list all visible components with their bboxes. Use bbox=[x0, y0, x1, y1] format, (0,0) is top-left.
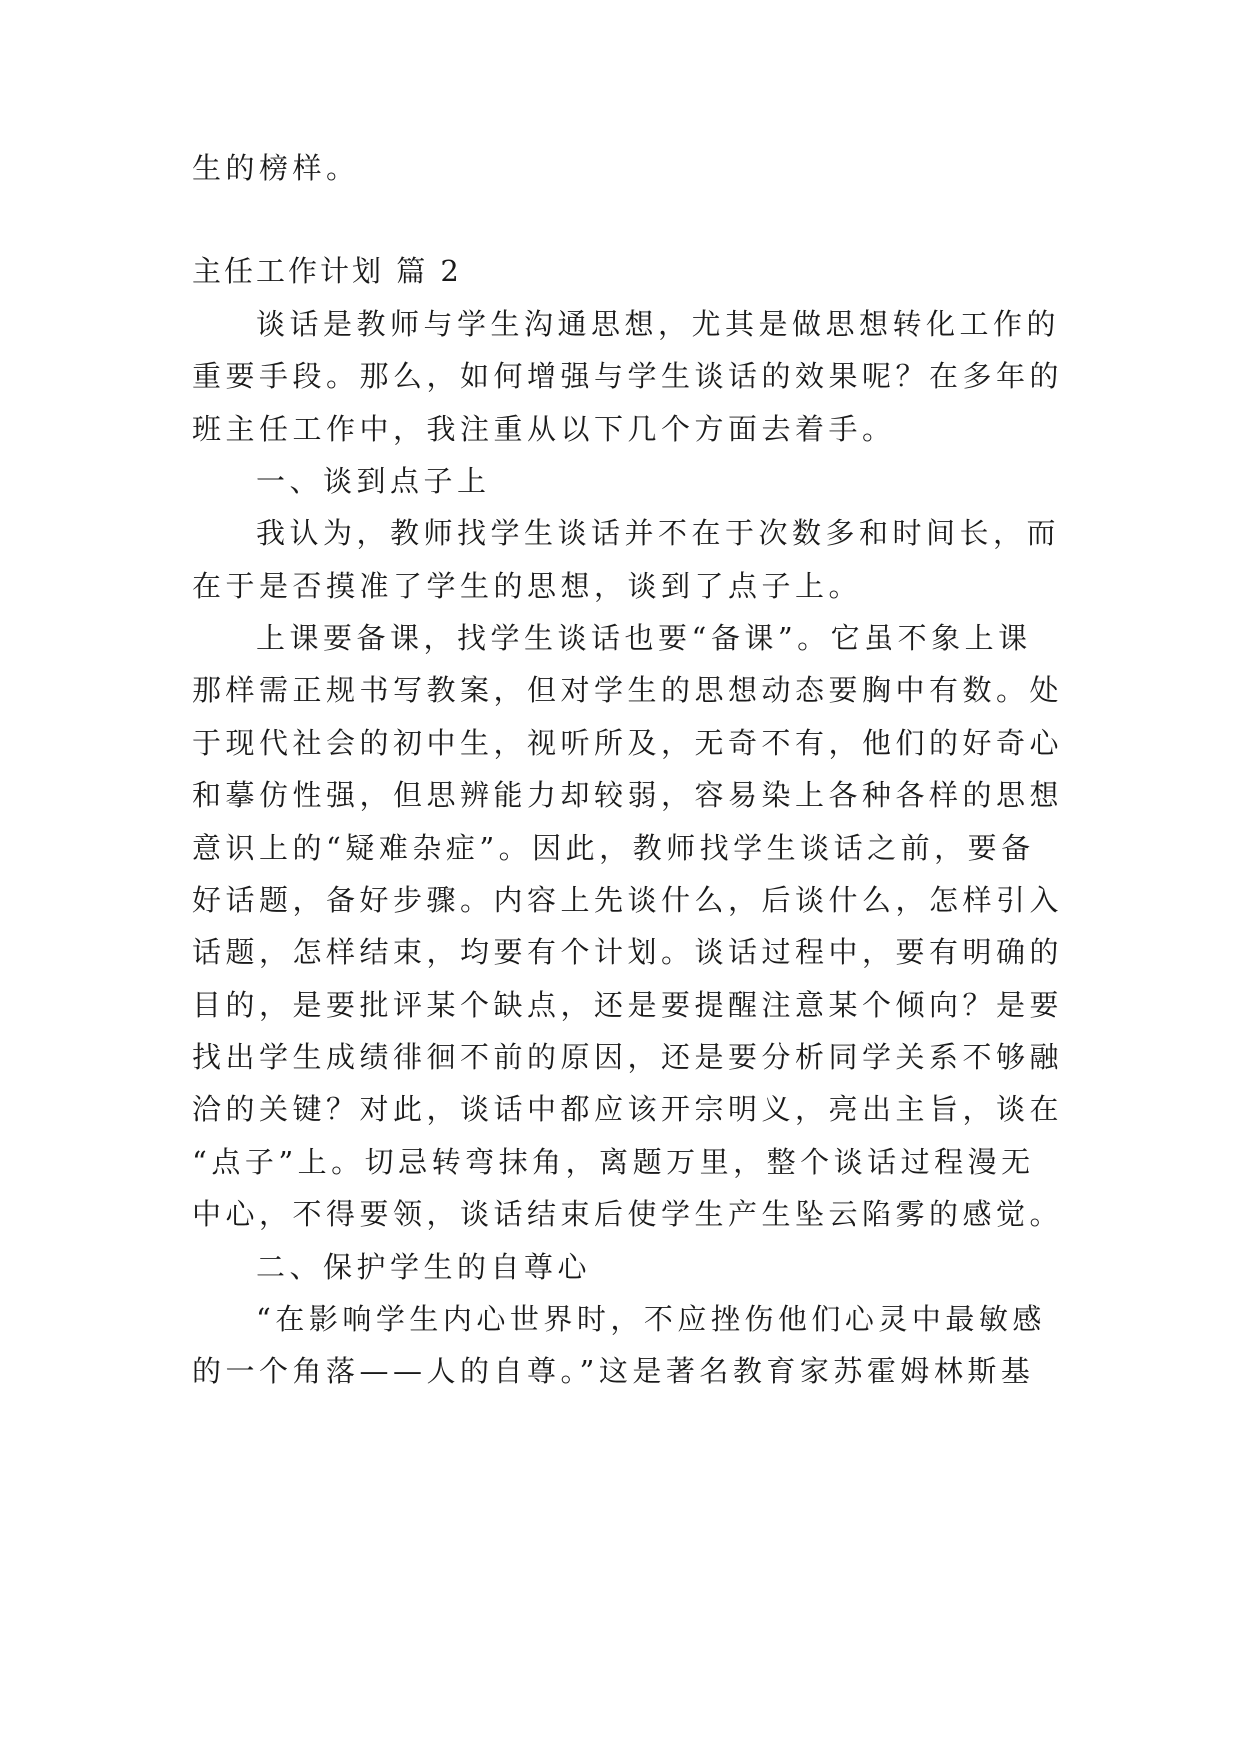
paragraph-line: “点子”上。切忌转弯抹角，离题万里，整个谈话过程漫无 bbox=[192, 1145, 1035, 1179]
paragraph-line: 在于是否摸准了学生的思想，谈到了点子上。 bbox=[192, 569, 863, 603]
paragraph-line: 的一个角落——人的自尊。”这是著名教育家苏霍姆林斯基 bbox=[192, 1354, 1035, 1388]
paragraph-line: 那样需正规书写教案，但对学生的思想动态要胸中有数。处 bbox=[192, 673, 1064, 707]
paragraph-line: 目的，是要批评某个缺点，还是要提醒注意某个倾向？是要 bbox=[192, 988, 1064, 1022]
paragraph-line: 于现代社会的初中生，视听所及，无奇不有，他们的好奇心 bbox=[192, 726, 1064, 760]
paragraph-line: 我认为，教师找学生谈话并不在于次数多和时间长，而 bbox=[256, 516, 1061, 550]
paragraph-line: 洽的关键？对此，谈话中都应该开宗明义，亮出主旨，谈在 bbox=[192, 1092, 1064, 1126]
paragraph-line: 话题，怎样结束，均要有个计划。谈话过程中，要有明确的 bbox=[192, 935, 1064, 969]
subheading-one: 一、谈到点子上 bbox=[256, 464, 491, 498]
paragraph-line: 找出学生成绩徘徊不前的原因，还是要分析同学关系不够融 bbox=[192, 1040, 1064, 1074]
paragraph-line: “在影响学生内心世界时，不应挫伤他们心灵中最敏感 bbox=[256, 1302, 1046, 1336]
paragraph-line: 谈话是教师与学生沟通思想，尤其是做思想转化工作的 bbox=[256, 307, 1061, 341]
paragraph-line: 中心，不得要领，谈话结束后使学生产生坠云陷雾的感觉。 bbox=[192, 1197, 1064, 1231]
paragraph-line: 上课要备课，找学生谈话也要“备课”。它虽不象上课 bbox=[256, 621, 1032, 655]
text-line-continuation: 生的榜样。 bbox=[192, 151, 360, 185]
section-title: 主任工作计划 篇 2 bbox=[192, 254, 462, 288]
paragraph-line: 和摹仿性强，但思辨能力却较弱，容易染上各种各样的思想 bbox=[192, 778, 1064, 812]
paragraph-line: 意识上的“疑难杂症”。因此，教师找学生谈话之前，要备 bbox=[192, 831, 1035, 865]
subheading-two: 二、保护学生的自尊心 bbox=[256, 1250, 592, 1284]
paragraph-line: 班主任工作中，我注重从以下几个方面去着手。 bbox=[192, 412, 896, 446]
paragraph-line: 重要手段。那么，如何增强与学生谈话的效果呢？在多年的 bbox=[192, 359, 1064, 393]
paragraph-line: 好话题，备好步骤。内容上先谈什么，后谈什么，怎样引入 bbox=[192, 883, 1064, 917]
